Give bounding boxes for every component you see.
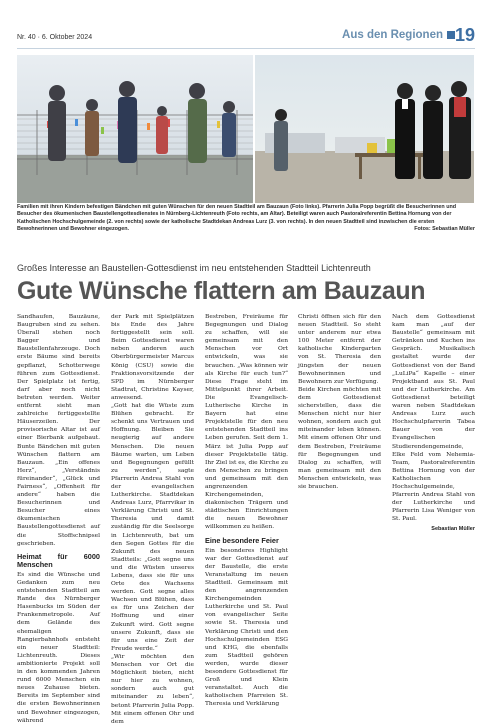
article-paragraph: „Gott hat die Wüste zum Blühen gebracht. Er schenkt uns Vertrauen und Hoffnung. Bleiben Sie neugierig auf andere Menschen. Die neuen Bäume warten, um Leben und Begegnungen gefüllt zu werden“, sagte Pfarrerin Andrea Stahl von der evangelischen Lutherkirche. Stadtdekan Andreas Lurz, Pfarrvikar in Verklärung Christi und St. Theresia und damit zuständig für die Seelsorge in Lichtenreuth, bat um den Segen Gottes für die Zukunft des neuen Stadtteils: „Gott segne uns und die Wüsten unseres Lebens, dass sie für uns Orte des Wachsens werden. Gott segne alles Wachsen und Blühen, dass es für uns Zeichen der Hoffnung und einer Zukunft wird. Gott segne unsere Zukunft, dass sie für uns eine Zeit der Freude werde.“ [111,403,194,652]
article-author: Sebastian Müller [431,526,475,533]
issue-date: Nr. 40 · 6. Oktober 2024 [17,34,93,41]
header-rule [17,48,475,49]
article-headline: Gute Wünsche flattern am Bauzaun [17,277,426,305]
photo-service-at-altar [255,55,474,203]
page-header [17,26,475,46]
article-body [17,313,475,725]
article-paragraph: Sandhaufen, Bauzäune, Baugruben sind zu sehen. Überall stehen noch Bagger und Baustellenfahrzeuge. Doch erste Bäume sind bereits gepflanzt, Schotterwege führen zum Gottesdienst. Der Spielplatz ist fertig, darf aber noch nicht betreten werden. Weiter entfernt sieht man zahlreiche fertiggestellte Häuserzeilen. Der provisorische Altar ist auf einer Bierbank aufgebaut. Bunte Bändchen mit guten Wünschen flattern am Bauzaun. „Ein offenes Herz“, „Verständnis füreinander“, „Glück und Fairness“, „Offenheit für andere“ haben die Besucherinnen und Besucher eines ökumenischen Baustellengottesdienst auf die Stoffschnipsel geschrieben. [17,314,100,547]
article-paragraph: Nach dem Gottesdienst kam man „auf der Baustelle“ gemeinsam mit Getränken und Kuchen ins Gespräch. Musikalisch gestaltet wurde der Gottesdienst von der Band „LuLiPa“ Kapelle – einer Projektband aus St. Paul und der Lutherkirche. Am Gottesdienst beteiligt waren neben Stadtdekan Andreas Lurz auch Hochschulpfarrerin Tabea Bauer von der Evangelischen Studierendengemeinde, Elke Feld vom Nehemia-Team, Pastoralreferentin Bettina Hornung von der Katholischen Hochschulgemeinde, Pfarrerin Andrea Stahl von der Lutherkirche und Pfarrerin Lisa Weniger von St. Paul. [392,314,475,523]
page-number: 19 [454,25,475,45]
article-paragraph: Ein besonderes Highlight war der Gottesdienst auf der Baustelle, die erste Veranstaltung im neuen Stadtteil. Gemeinsam mit den angrenzenden Kirchengemeinden Lutherkirche und St. Paul von evangelischer Seite sowie St. Theresia und Verklärung Christi und den Hochschulgemeinden ESG und KHG, die ebenfalls zum Stadtteil gehören werden, wurde dieser besondere Gottesdienst für Groß und Klein veranstaltet. Auch die katholischen Pfarreien St. Theresia und Verklärung [205,547,288,708]
caption-text: Familien mit ihren Kindern befestigen Bändchen mit guten Wünschen für den neuen Stadtteil am Bauzaun (Foto links). Pfarrerin Julia Popp begrüßt die Besucherinnen und Besucher des ökumenischen Baustellengottesdienstes in Nürnberg-Lichtenreuth (Foto rechts, am Altar). Beteiligt waren auch Pastoralreferentin Bettina Hornung von der Katholischen Hochschulgemeinde (2. von rechts) sowie der katholische Stadtdekan Andreas Lurz (3. von rechts). In den neuen Stadtteil sind inzwischen die ersten Bewohnerinnen und Bewohner eingezogen. [17,204,457,233]
section-marker [447,31,455,39]
section-title: Aus den Regionen [342,29,443,41]
article-paragraph: „Wir möchten den Menschen vor Ort die Möglichkeit bieten, nicht nur hier zu wohnen, sondern auch gut miteinander zu leben“, betont Pfarrerin Julia Popp. Mit einem offenen Ohr und dem [111,653,194,725]
article-paragraph: Christi öffnen sich für den neuen Stadtteil. So steht unter anderem nur etwa 100 Meter entfernt der katholische Kindergarten von St. Theresia den jüngsten der neuen Bewohnerinnen und Bewohnern zur Verfügung. [298,314,381,385]
article-paragraph: Es sind die Wünsche und Gedanken zum neu entstehenden Stadtteil am Rande des Nürnberger Hasenbucks im Süden der Frankenmetropole. Auf dem Gelände des ehemaligen Rangierbahnhofs entsteht ein neuer Stadtteil: Lichtenreuth. Dieses ambitionierte Projekt soll in den kommenden Jahren rund 6000 Menschen ein neues Zuhause bieten. Bereits im September sind die ersten Bewohnerinnen und Bewohner eingezogen, während [17,571,100,724]
article-column-1 [17,313,100,725]
photo-caption [17,204,475,233]
article-column-5 [392,313,475,534]
photo-credit: Fotos: Sebastian Müller [414,226,475,233]
article-kicker: Großes Interesse an Baustellen-Gottesdienst im neu entstehenden Stadtteil Lichtenreuth [17,263,371,273]
article-paragraph: der Park mit Spielplätzen bis Ende des Jahre fertiggestellt sein soll. Beim Gottesdienst waren neben anderen auch Oberbürgermeister Marcus König (CSU) sowie die Fraktionsvorsitzende der SPD im Nürnberger Stadtrat, Christine Kayser, anwesend. [111,314,194,401]
article-paragraph: Beide Kirchen möchten mit dem Gottesdienst sicherstellen, dass die Menschen nicht nur hier wohnen, sondern auch gut miteinander leben können. Mit einem offenen Ohr und dem Bestreben, Freiräume für Begegnungen und Dialog zu schaffen, will man gemeinsam mit den Menschen entwickeln, was sie brauchen. [298,386,381,490]
article-subhead: Heimat für 6000 Menschen [17,551,100,569]
photo-strip [17,55,474,203]
article-column-2 [111,313,194,726]
photo-families-at-fence [17,55,253,203]
article-subhead: Eine besondere Feier [205,535,279,545]
article-column-4 [298,313,381,491]
article-paragraph: Bestreben, Freiräume für Begegnungen und Dialog zu schaffen, will sie gemeinsam mit den Menschen vor Ort entwickeln, was sie brauchen. „Was können wir als Kirche für euch tun?“ Diese Frage steht im Mittelpunkt ihrer Arbeit. Die Evangelisch-Lutherische Kirche in Bayern hat eine Projektstelle für den neu entstehenden Stadtteil ins Leben gerufen. Seit dem 1. März ist Julia Popp auf dieser Projektstelle tätig. Ihr Ziel ist es, die Kirche zu den Menschen zu bringen und gemeinsam mit den angrenzenden Kirchengemeinden, diakonischen Trägern und städtischen Einrichtungen die neuen Bewohner willkommen zu heißen. [205,314,288,531]
article-column-3 [205,313,288,709]
